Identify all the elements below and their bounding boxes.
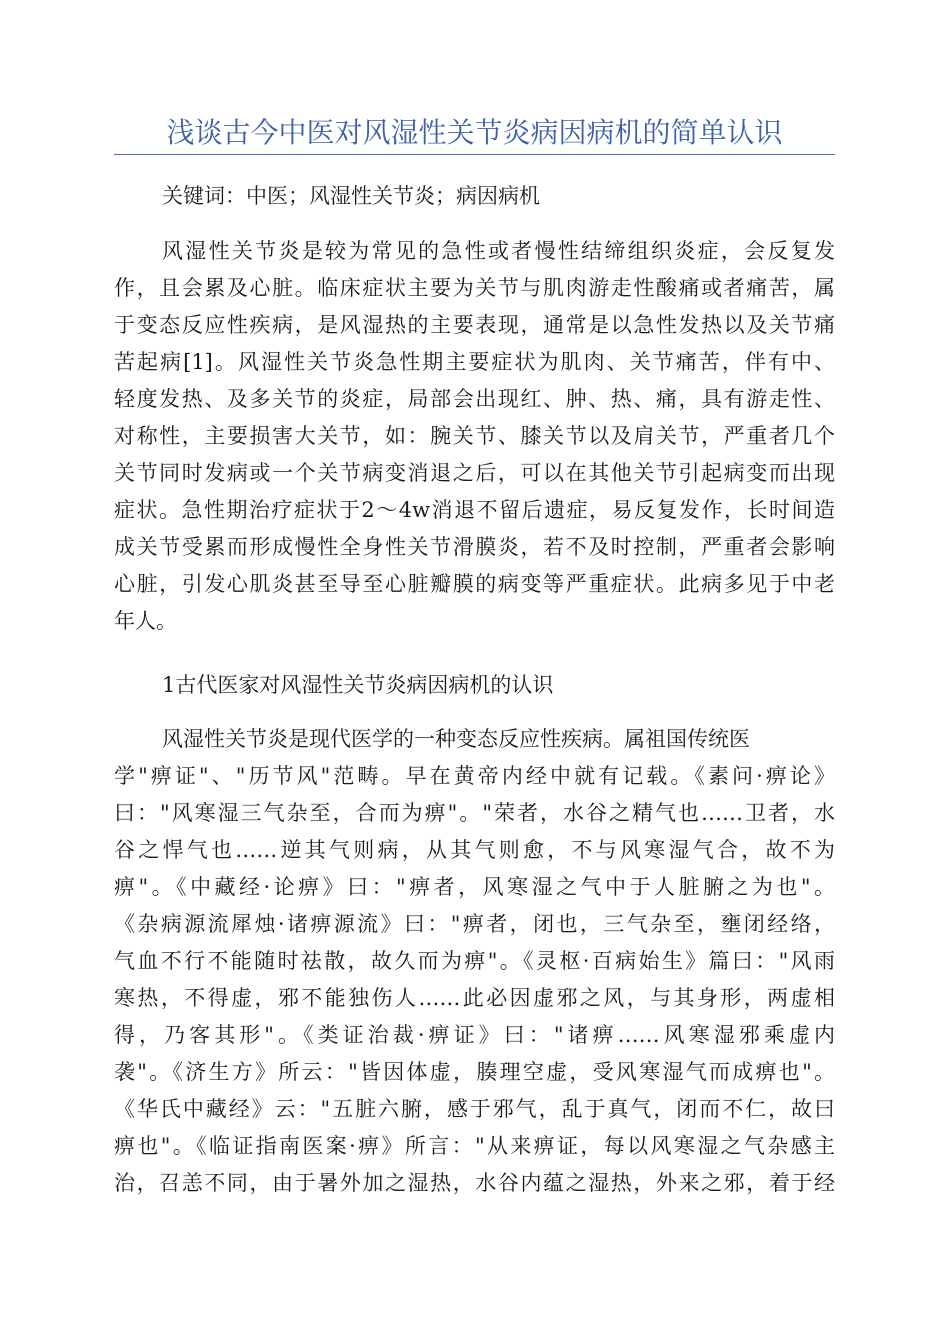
- paragraph-line: 痹"。《中藏经·论痹》曰："痹者，风寒湿之气中于人脏腑之为也"。: [114, 875, 835, 899]
- paragraph-line: 症状。急性期治疗症状于2～4w消退不留后遗症，易反复发作，长时间造: [114, 498, 835, 522]
- paragraph-line: 轻度发热、及多关节的炎症，局部会出现红、肿、热、痛，具有游走性、: [114, 387, 835, 411]
- keywords-line: [114, 178, 835, 215]
- paragraph-line: 风湿性关节炎是现代医学的一种变态反应性疾病。属祖国传统医: [162, 727, 750, 751]
- title-underline: [114, 154, 835, 155]
- paragraph-line: 成关节受累而形成慢性全身性关节滑膜炎，若不及时控制，严重者会影响: [114, 535, 835, 559]
- paragraph-line: 心脏，引发心肌炎甚至导至心脏瓣膜的病变等严重症状。此病多见于中老: [114, 572, 835, 596]
- paragraph-line: 年人。: [114, 609, 177, 633]
- paragraph-ancient: [114, 721, 835, 1202]
- paragraph-line: 得，乃客其形"。《类证治裁·痹证》曰："诸痹……风寒湿邪乘虚内: [114, 1023, 835, 1047]
- paragraph-line: 谷之悍气也……逆其气则病，从其气则愈，不与风寒湿气合，故不为: [114, 838, 835, 862]
- paragraph-line: 《杂病源流犀烛·诸痹源流》曰："痹者，闭也，三气杂至，壅闭经络，: [114, 912, 835, 936]
- paragraph-line: 作，且会累及心脏。临床症状主要为关节与肌肉游走性酸痛或者痛苦，属: [114, 276, 835, 300]
- document-title: 浅谈古今中医对风湿性关节炎病因病机的简单认识: [166, 116, 783, 149]
- paragraph-line: 对称性，主要损害大关节，如：腕关节、膝关节以及肩关节，严重者几个: [114, 424, 835, 448]
- paragraph-line: 苦起病[1]。风湿性关节炎急性期主要症状为肌肉、关节痛苦，伴有中、: [114, 350, 835, 374]
- paragraph-intro: [114, 233, 835, 640]
- section-heading-text: 1古代医家对风湿性关节炎病因病机的认识: [162, 673, 554, 697]
- paragraph-line: 治，召恙不同，由于暑外加之湿热，水谷内蕴之湿热，外来之邪，着于经: [114, 1171, 835, 1195]
- paragraph-line: 关节同时发病或一个关节病变消退之后，可以在其他关节引起病变而出现: [114, 461, 835, 485]
- paragraph-line: 《华氏中藏经》云："五脏六腑，感于邪气，乱于真气，闭而不仁，故曰: [114, 1097, 835, 1121]
- paragraph-line: 袭"。《济生方》所云："皆因体虚，腠理空虚，受风寒湿气而成痹也"。: [114, 1060, 835, 1084]
- paragraph-line: 学"痹证"、"历节风"范畴。早在黄帝内经中就有记载。《素问·痹论》: [114, 764, 835, 788]
- keywords-text: 关键词：中医；风湿性关节炎；病因病机: [162, 184, 540, 208]
- paragraph-line: 痹也"。《临证指南医案·痹》所言："从来痹证，每以风寒湿之气杂感主: [114, 1134, 835, 1158]
- paragraph-line: 风湿性关节炎是较为常见的急性或者慢性结缔组织炎症，会反复发: [162, 239, 835, 263]
- paragraph-line: 气血不行不能随时祛散，故久而为痹"。《灵枢·百病始生》篇曰："风雨: [114, 949, 835, 973]
- paragraph-line: 曰："风寒湿三气杂至，合而为痹"。"荣者，水谷之精气也……卫者，水: [114, 801, 835, 825]
- paragraph-line: 于变态反应性疾病，是风湿热的主要表现，通常是以急性发热以及关节痛: [114, 313, 835, 337]
- paragraph-line: 寒热，不得虚，邪不能独伤人……此必因虚邪之风，与其身形，两虚相: [114, 986, 835, 1010]
- section-heading: [114, 667, 835, 704]
